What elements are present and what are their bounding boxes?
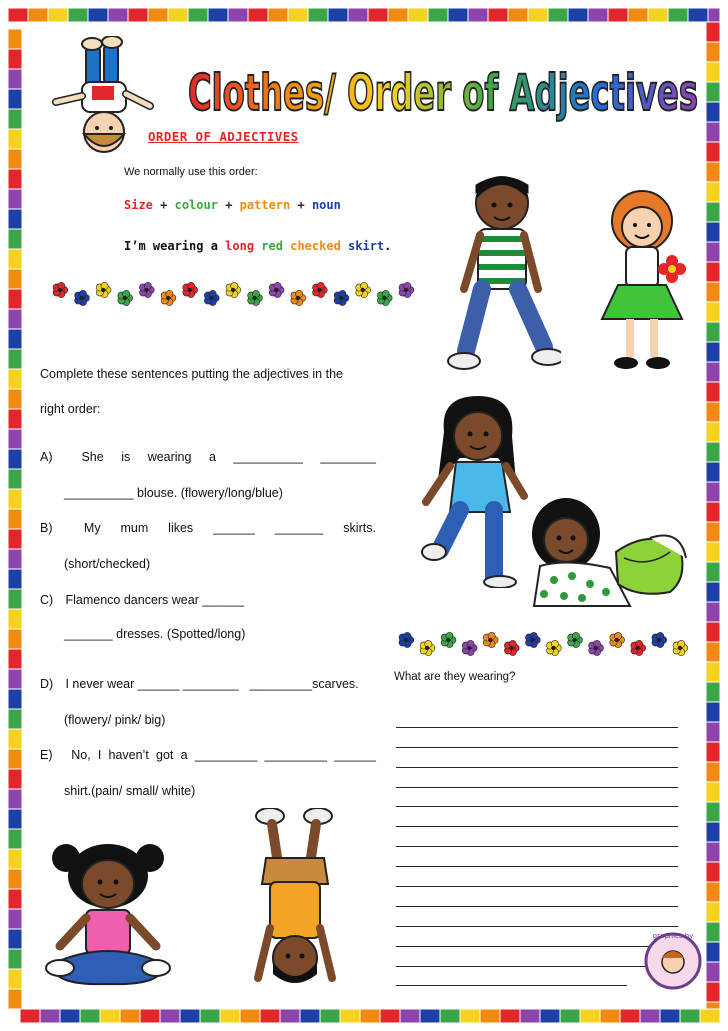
flower-divider-top — [50, 278, 416, 312]
answer-line[interactable] — [396, 827, 678, 847]
example-prefix: I’m wearing a — [124, 239, 218, 253]
flower-icon — [313, 282, 328, 297]
answer-line[interactable] — [396, 788, 678, 808]
formula-plus: + — [160, 198, 168, 212]
svg-text:graphics by: graphics by — [652, 932, 694, 940]
flower-divider-right — [396, 628, 690, 660]
flower-icon — [204, 290, 219, 305]
flower-icon — [568, 632, 583, 647]
flower-icon — [248, 290, 263, 305]
example-pattern: checked — [290, 239, 341, 253]
formula-plus: + — [297, 198, 305, 212]
example-size: long — [225, 239, 255, 253]
flower-icon — [377, 290, 392, 305]
flower-icon — [399, 282, 414, 297]
flower-icon — [420, 640, 435, 655]
question-c-continuation: _______ dresses. (Spotted/long) — [64, 627, 246, 641]
flower-icon — [161, 290, 176, 305]
instructions — [40, 366, 380, 418]
question-letter: B) — [40, 521, 53, 535]
answer-line[interactable] — [396, 728, 678, 748]
upside-down-boy-illustration — [48, 36, 158, 154]
question-b: B) My mum likes ______ _______ skirts. — [40, 521, 376, 535]
flower-icon — [140, 282, 155, 297]
boy-striped-shirt-illustration — [446, 171, 561, 376]
flower-icon — [547, 640, 562, 655]
worksheet-title — [186, 50, 706, 130]
answer-line[interactable] — [396, 947, 678, 967]
flower-icon — [610, 632, 625, 647]
flower-icon — [399, 632, 414, 647]
answer-line[interactable] — [396, 867, 678, 887]
flower-icon — [75, 290, 90, 305]
example-suffix: . — [384, 239, 392, 253]
formula-colour: colour — [174, 198, 218, 212]
answer-line[interactable] — [396, 708, 678, 728]
svg-text:Clothes/ Order of Adjectives: Clothes/ Order of Adjectives — [188, 64, 698, 122]
question-c: C) Flamenco dancers wear ______ — [40, 593, 245, 607]
answer-line[interactable] — [396, 768, 678, 788]
question-b-continuation: (short/checked) — [64, 557, 151, 571]
flower-icon — [673, 640, 688, 655]
question-letter: E) — [40, 748, 53, 762]
flower-icon — [334, 290, 349, 305]
flower-icon — [226, 282, 241, 297]
flower-icon — [441, 632, 456, 647]
question-e: E) No, I haven’t got a _________ _________ ______ — [40, 748, 376, 762]
flower-icon — [525, 632, 540, 647]
flower-icon — [269, 282, 284, 297]
flower-icon — [631, 640, 646, 655]
question-letter: A) — [40, 450, 53, 464]
instructions-line-2: right order: — [40, 402, 101, 417]
answer-line[interactable] — [396, 927, 678, 947]
question-e-continuation: shirt.(pain/ small/ white) — [64, 784, 196, 798]
section-heading: ORDER OF ADJECTIVES — [148, 129, 299, 144]
answer-line[interactable] — [396, 887, 678, 907]
formula-size: Size — [124, 198, 153, 212]
question-d: D) I never wear ______ ________ _________scarves. — [40, 677, 359, 691]
flower-icon — [462, 640, 477, 655]
flower-icon — [589, 640, 604, 655]
flower-icon — [53, 282, 68, 297]
formula-plus: + — [225, 198, 233, 212]
girl-blue-top-illustration — [420, 392, 528, 588]
answer-line[interactable] — [396, 807, 678, 827]
graphics-credit-stamp — [638, 926, 708, 996]
question-a-continuation: __________ blouse. (flowery/long/blue) — [64, 486, 283, 500]
flower-icon — [504, 640, 519, 655]
flower-icon — [291, 290, 306, 305]
question-letter: D) — [40, 677, 54, 691]
answer-line[interactable] — [396, 907, 678, 927]
upside-down-boy-orange-shirt-illustration — [248, 808, 342, 990]
example-sentence — [124, 239, 391, 253]
question-d-continuation: (flowery/ pink/ big) — [64, 713, 166, 727]
flower-icon — [183, 282, 198, 297]
question-letter: C) — [40, 593, 54, 607]
question-a: A) She is wearing a __________ ________ — [40, 450, 376, 464]
answer-lines — [396, 708, 678, 986]
answer-line[interactable] — [396, 847, 678, 867]
girl-pink-top-illustration — [38, 838, 178, 990]
wearing-prompt: What are they wearing? — [394, 671, 516, 683]
example-noun: skirt — [348, 239, 385, 253]
intro-text: We normally use this order: — [124, 166, 258, 178]
flower-icon — [96, 282, 111, 297]
example-colour: red — [261, 239, 283, 253]
flower-icon — [118, 290, 133, 305]
formula-noun: noun — [311, 198, 341, 212]
flower-icon — [652, 632, 667, 647]
answer-line[interactable] — [396, 967, 627, 987]
answer-line[interactable] — [396, 748, 678, 768]
instructions-line-1: Complete these sentences putting the adjectives in the — [40, 367, 343, 381]
worksheet-page — [26, 26, 702, 1005]
flower-icon — [483, 632, 498, 647]
adjective-order-formula — [124, 198, 341, 212]
flower-icon — [356, 282, 371, 297]
girl-green-skirt-illustration — [594, 181, 694, 376]
formula-pattern: pattern — [239, 198, 291, 212]
girl-polka-dot-pillow-illustration — [520, 488, 692, 610]
